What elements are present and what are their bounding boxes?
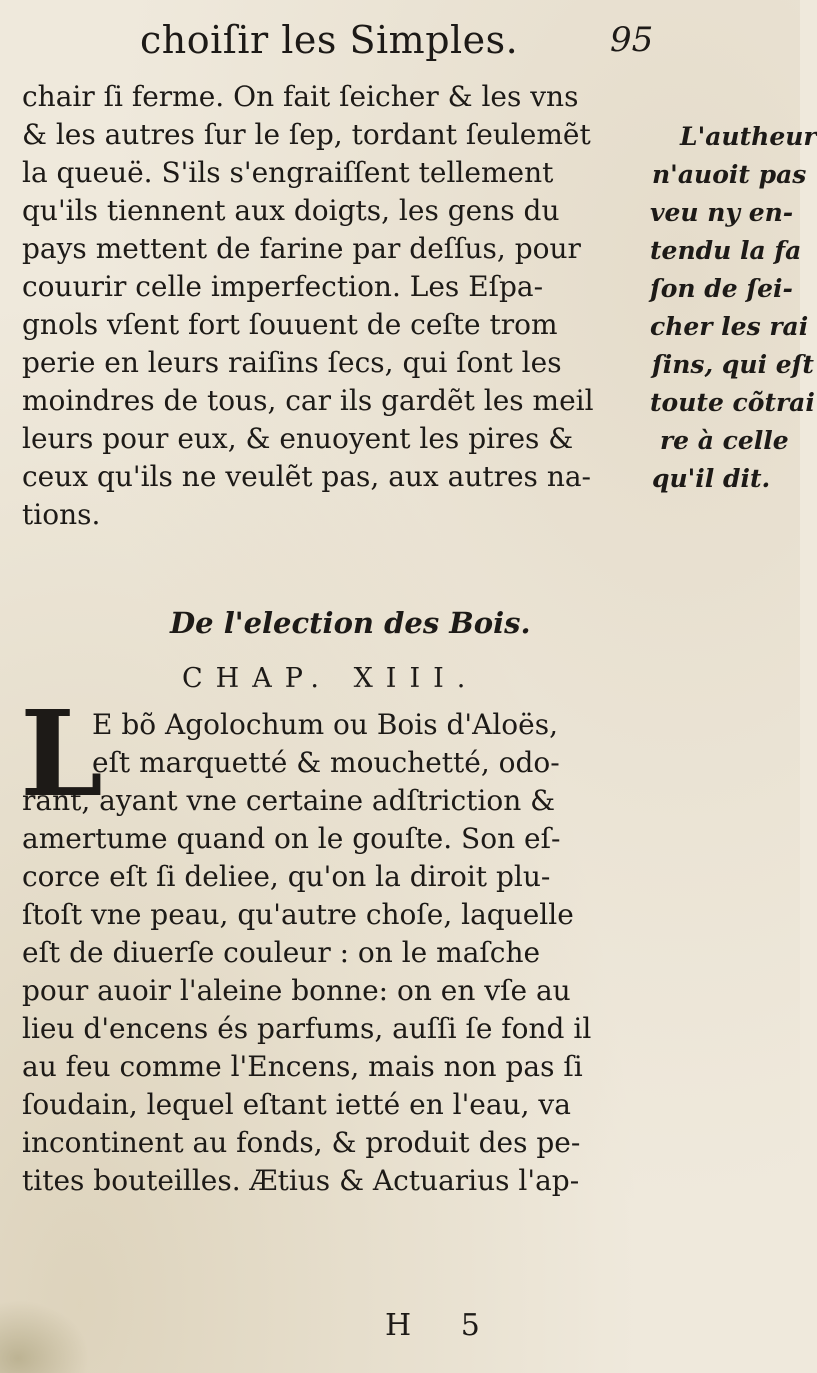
- text-line: tites bouteilles. Ætius & Actuarius l'ap-: [22, 1164, 580, 1197]
- text-line: pays mettent de farine par deſſus, pour: [22, 232, 581, 265]
- margin-note: ſins, qui eſt: [652, 350, 814, 379]
- text-line: tions.: [22, 498, 101, 531]
- text-line: chair ſi ferme. On fait ſeicher & les vns: [22, 80, 579, 113]
- paper-stain: [0, 1300, 90, 1373]
- text-line: ceux qu'ils ne veulẽt pas, aux autres na-: [22, 460, 592, 493]
- margin-note: qu'il dit.: [652, 464, 771, 493]
- text-line: au feu comme l'Encens, mais non pas ſi: [22, 1050, 583, 1083]
- margin-note: n'auoit pas: [652, 160, 807, 189]
- chapter-title: De l'election des Bois.: [170, 606, 531, 640]
- text-line: ſtoſt vne peau, qu'autre choſe, laquelle: [22, 898, 574, 931]
- text-line: couurir celle imperfection. Les Eſpa-: [22, 270, 544, 303]
- margin-note: toute cõtrai: [650, 388, 815, 417]
- text-line: amertume quand on le gouſte. Son eſ-: [22, 822, 561, 855]
- text-line: la queuë. S'ils s'engraiſſent tellement: [22, 156, 554, 189]
- drop-cap: L: [20, 684, 103, 823]
- page-number: 95: [610, 20, 654, 60]
- text-line: E bõ Agolochum ou Bois d'Aloës,: [92, 708, 558, 741]
- margin-note: tendu la fa: [650, 236, 802, 265]
- text-line: incontinent au fonds, & produit des pe-: [22, 1126, 581, 1159]
- text-line: corce eſt ſi deliee, qu'on la diroit plu-: [22, 860, 551, 893]
- text-line: qu'ils tiennent aux doigts, les gens du: [22, 194, 560, 227]
- text-line: leurs pour eux, & enuoyent les pires &: [22, 422, 574, 455]
- margin-note: ſon de ſei-: [650, 274, 793, 303]
- text-line: rant, ayant vne certaine adſtriction &: [22, 784, 556, 817]
- text-line: eſt de diuerſe couleur : on le maſche: [22, 936, 541, 969]
- margin-note: L'autheur: [680, 122, 817, 151]
- margin-note: veu ny en-: [650, 198, 794, 227]
- chapter-number: CHAP. XIII.: [182, 663, 479, 694]
- text-line: ſoudain, lequel eſtant ietté en l'eau, va: [22, 1088, 571, 1121]
- text-line: & les autres ſur le ſep, tordant ſeulemẽt: [22, 118, 591, 151]
- margin-note: cher les rai: [650, 312, 809, 341]
- text-line: lieu d'encens és parfums, auſſi ſe fond il: [22, 1012, 592, 1045]
- text-line: gnols vſent fort ſouuent de ceſte trom: [22, 308, 558, 341]
- signature-mark: H 5: [385, 1308, 500, 1343]
- text-line: perie en leurs raiſins ſecs, qui ſont les: [22, 346, 562, 379]
- margin-note: re à celle: [660, 426, 789, 455]
- text-line: pour auoir l'aleine bonne: on en vſe au: [22, 974, 571, 1007]
- page-header: [0, 18, 800, 70]
- text-line: moindres de tous, car ils gardẽt les meil: [22, 384, 594, 417]
- text-line: eſt marquetté & mouchetté, odo-: [92, 746, 560, 779]
- running-head: choiſir les Simples.: [140, 18, 519, 62]
